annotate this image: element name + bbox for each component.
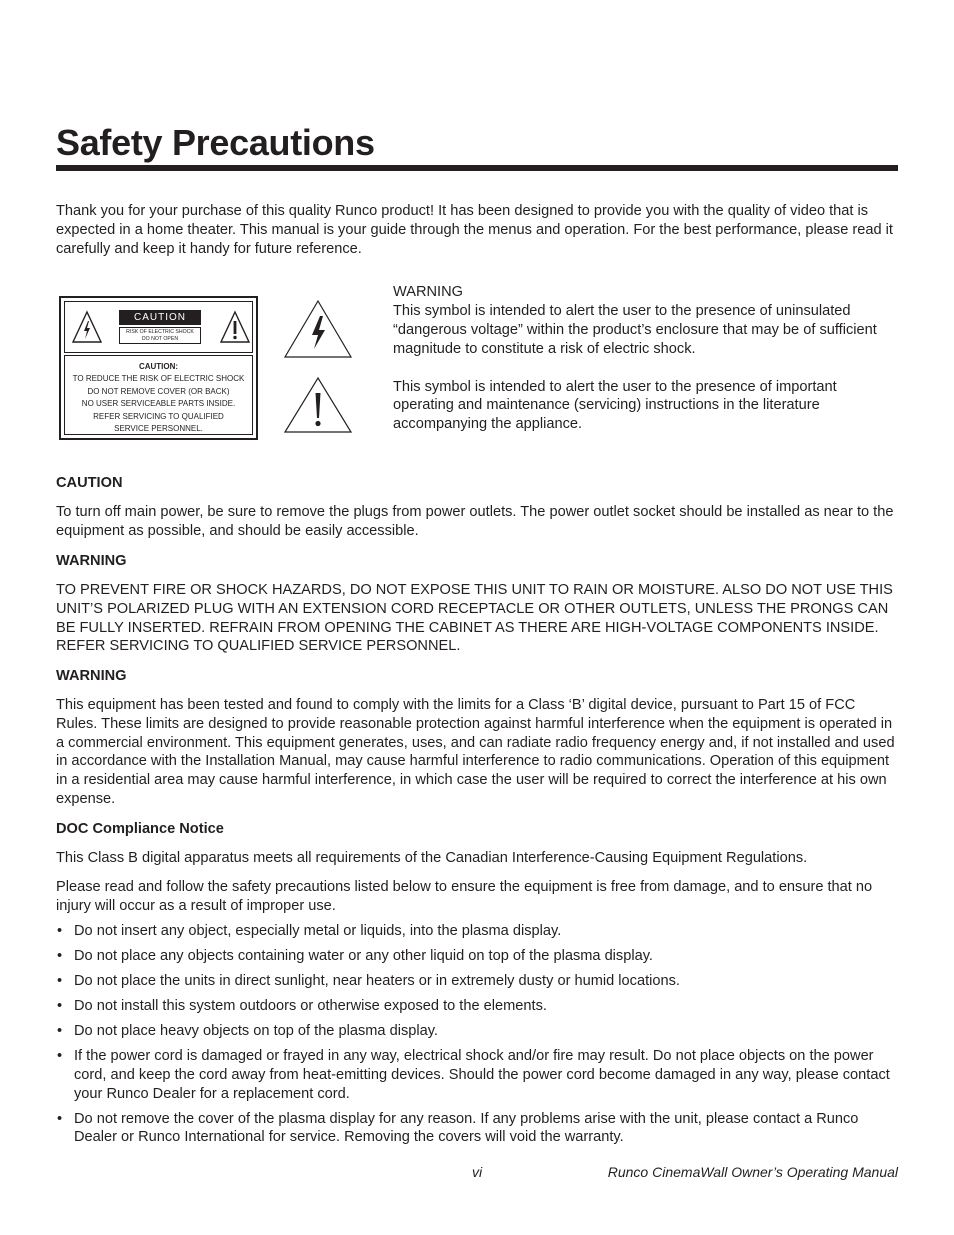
exclamation-triangle-icon [283, 376, 353, 434]
doc-compliance-section [56, 820, 898, 915]
caution-label-title: CAUTION [119, 310, 201, 325]
list-item: • Do not install this system outdoors or otherwise exposed to the elements. [56, 997, 898, 1016]
doc-text: This Class B digital apparatus meets all requirements of the Canadian Interference-Causing Equipment Regulations. [56, 850, 808, 866]
caution-label-risk [119, 327, 201, 344]
title-rule [56, 165, 898, 171]
caution-label-heading: CAUTION: [138, 362, 179, 371]
symbol-descriptions [393, 283, 898, 434]
warning-heading-1: WARNING [56, 553, 127, 569]
caution-risk-line-2: DO NOT OPEN [141, 336, 179, 342]
caution-line: DO NOT REMOVE COVER (OR BACK) [87, 386, 230, 396]
caution-label-body [64, 355, 253, 435]
lightning-triangle-icon [71, 310, 103, 344]
warning-text-2: This equipment has been tested and found to comply with the limits for a Class ‘B’ digital device, pursuant to Part 15 of FCC Rules. These limits are designed to provide reasonable protection against harmful interference when the equipment is operated in a commercial environment. This equipment generates, uses, and can radiate radio frequency energy and, if not installed and used in accordance with the Installation Manual, may cause harmful interference to radio communications. Operation of this equipment in a residential area may cause harmful interference, in which case the user will be required to correct the interference at his own expense. [56, 697, 895, 807]
caution-heading: CAUTION [56, 475, 123, 491]
bolt-symbol-text: This symbol is intended to alert the user to the presence of uninsulated “dangerous voltage” within the product’s enclosure that may be of sufficient magnitude to constitute a risk of electric shock. [393, 302, 877, 357]
list-item: • Do not insert any object, especially metal or liquids, into the plasma display. [56, 922, 898, 941]
caution-risk-line-1: RISK OF ELECTRIC SHOCK [126, 329, 194, 335]
page-number: vi [472, 1164, 483, 1180]
exclamation-triangle-icon [219, 310, 251, 344]
caution-text: To turn off main power, be sure to remove the plugs from power outlets. The power outlet socket should be installed as near to the equipment as possible, and should be easily accessible. [56, 504, 894, 539]
doc-heading: DOC Compliance Notice [56, 821, 224, 837]
list-item: • Do not remove the cover of the plasma display for any reason. If any problems arise with the unit, please contact a Runco Dealer or Runco International for service. Removing the covers will void the warranty. [56, 1110, 898, 1148]
caution-line: REFER SERVICING TO QUALIFIED [93, 411, 224, 421]
list-item: • Do not place any objects containing water or any other liquid on top of the plasma display. [56, 947, 898, 966]
caution-line: SERVICE PERSONNEL. [114, 424, 203, 434]
caution-label [59, 296, 258, 440]
warning-text-1: TO PREVENT FIRE OR SHOCK HAZARDS, DO NOT EXPOSE THIS UNIT TO RAIN OR MOISTURE. ALSO DO NOT USE THIS UNIT’S POLARIZED PLUG WITH AN EXTENSION CORD RECEPTACLE OR OTHER OUTLETS, UNLESS THE PRONGS CAN BE FULLY INSERTED. REFRAIN FROM OPENING THE CABINET AS THERE ARE HIGH-VOLTAGE COMPONENTS INSIDE. REFER SERVICING TO QUALIFIED SERVICE PERSONNEL. [56, 582, 893, 655]
manual-page [56, 0, 898, 1235]
caution-label-header [64, 301, 253, 353]
manual-title: Runco CinemaWall Owner’s Operating Manual [607, 1164, 898, 1180]
list-item: • If the power cord is damaged or frayed in any way, electrical shock and/or fire may result. Do not place objects on the power cord, and keep the cord away from heat-emitting devices. Should the power cord become damaged in any way, please contact your Runco Dealer for a replacement cord. [56, 1047, 898, 1103]
intro-paragraph: Thank you for your purchase of this quality Runco product! It has been designed to provide you with the quality of video that is expected in a home theater. This manual is your guide through the menus and operation. For the best performance, please read it carefully and keep it handy for future reference. [56, 203, 893, 257]
warning-section-2 [56, 667, 898, 809]
safety-bullet-list [56, 922, 898, 1153]
caution-line: NO USER SERVICEABLE PARTS INSIDE. [81, 399, 236, 409]
list-item: • Do not place heavy objects on top of the plasma display. [56, 1022, 898, 1041]
lightning-triangle-icon [283, 299, 353, 359]
warning-section-1 [56, 552, 898, 656]
exclamation-symbol-text: This symbol is intended to alert the user to the presence of important operating and maintenance (servicing) instructions in the literature accompanying the appliance. [393, 378, 837, 433]
caution-line: TO REDUCE THE RISK OF ELECTRIC SHOCK [72, 374, 245, 383]
caution-section [56, 474, 898, 541]
symbols-warning-title: WARNING [393, 284, 463, 300]
doc-lead: Please read and follow the safety precautions listed below to ensure the equipment is free from damage, and to ensure that no injury will occur as a result of improper use. [56, 878, 873, 914]
caution-label-lines [65, 373, 252, 436]
warning-heading-2: WARNING [56, 668, 127, 684]
list-item: • Do not place the units in direct sunlight, near heaters or in extremely dusty or humid locations. [56, 972, 898, 991]
page-title: Safety Precautions [56, 122, 375, 163]
